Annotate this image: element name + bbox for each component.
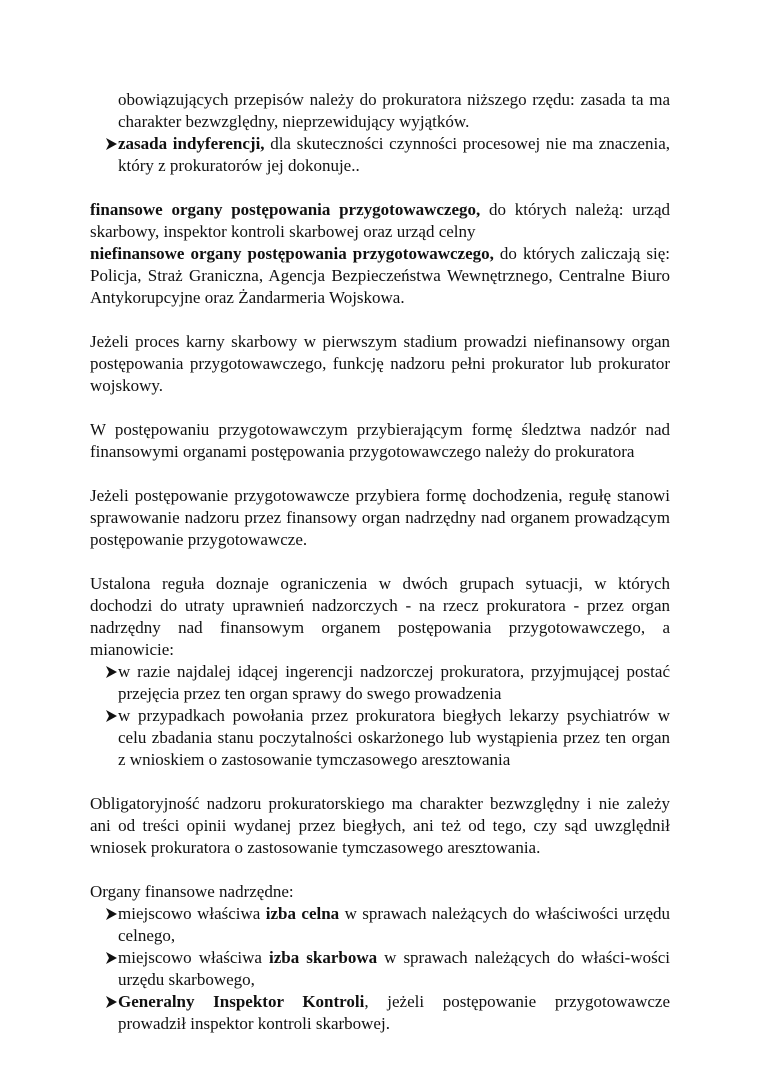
list-item [90, 705, 670, 771]
paragraph-obligatory-supervision: Obligatoryjność nadzoru prokuratorskiego ma charakter bezwzględny i nie zależy ani od treści opinii wydanej przez biegłych, ani też od tego, czy sąd uwzględnił wniosek prokuratora o zastosowanie tymczasowego aresztowania. [90, 794, 670, 857]
list-item-bold: izba celna [265, 904, 340, 923]
arrow-bullet-icon [106, 661, 120, 678]
arrow-bullet-icon [106, 903, 120, 920]
list-item [90, 903, 670, 947]
list-item-bold: izba skarbowa [268, 948, 378, 967]
list-item-text: w przypadkach powołania przez prokuratora biegłych lekarzy psychiatrów w celu zbadania stanu poczytalności oskarżonego lub wystąpienia przez ten organ z wnioskiem o zastosowanie tymczasowego aresztowania [118, 706, 670, 769]
list-item-post: w sprawach należących do właściwości urzędu celnego, [118, 904, 670, 945]
limitation-list [90, 661, 670, 771]
paragraph-limitation: Ustalona reguła doznaje ograniczenia w dwóch grupach sytuacji, w których dochodzi do utraty uprawnień nadzorczych - na rzecz prokuratora - przez organ nadrzędny nad finansowym organem postępowania przygotowawczego, a mianowicie: [90, 574, 670, 659]
arrow-bullet-icon [106, 133, 120, 150]
list-item-bold: Generalny Inspektor Kontroli [118, 992, 365, 1011]
list-item [90, 991, 670, 1035]
superior-organs-list [90, 903, 670, 1035]
paragraph-investigation: W postępowaniu przygotowawczym przybierającym formę śledztwa nadzór nad finansowymi organami postępowania przygotowawczego należy do prokuratora [90, 420, 670, 461]
list-item-post: , jeżeli postępowanie przygotowawcze prowadził inspektor kontroli skarbowej. [118, 992, 670, 1033]
list-item-pre: miejscowo właściwa [118, 904, 266, 923]
arrow-bullet-icon [106, 991, 120, 1008]
indifference-text: dla skuteczności czynności procesowej nie ma znaczenia, który z prokuratorów jej dokonuje.. [118, 134, 670, 175]
list-item-text: w razie najdalej idącej ingerencji nadzorczej prokuratora, przyjmującej postać przejęcia przez ten organ sprawy do swego prowadzenia [118, 662, 670, 703]
indifference-term: zasada indyferencji, [118, 134, 265, 153]
list-item-post: w sprawach należących do właści-wości urzędu skarbowego, [118, 948, 670, 989]
paragraph-supervision-nonfinancial: Jeżeli proces karny skarbowy w pierwszym stadium prowadzi niefinansowy organ postępowania przygotowawczego, funkcję nadzoru pełni prokurator lub prokurator wojskowy. [90, 332, 670, 395]
arrow-bullet-icon [106, 947, 120, 964]
nonfinancial-organs-term: niefinansowe organy postępowania przygotowawczego, [90, 244, 494, 263]
top-continuation-text: obowiązujących przepisów należy do prokuratora niższego rzędu: zasada ta ma charakter bezwzględny, nieprzewidujący wyjątków. [118, 90, 670, 131]
list-item-pre: miejscowo właściwa [118, 948, 269, 967]
financial-organs-text: do których należą: urząd skarbowy, inspektor kontroli skarbowej oraz urząd celny [90, 200, 670, 241]
superior-organs-heading: Organy finansowe nadrzędne: [90, 882, 294, 901]
financial-organs-term: finansowe organy postępowania przygotowawczego, [90, 200, 481, 219]
list-item [90, 661, 670, 705]
indifference-bullet [90, 133, 670, 177]
financial-organs-paragraph [90, 199, 670, 243]
arrow-bullet-icon [106, 705, 120, 722]
list-item [90, 947, 670, 991]
paragraph-inquiry: Jeżeli postępowanie przygotowawcze przybiera formę dochodzenia, regułę stanowi sprawowanie nadzoru przez finansowy organ nadrzędny nad organem prowadzącym postępowanie przygotowawcze. [90, 486, 670, 549]
nonfinancial-organs-text: do których zaliczają się: Policja, Straż Graniczna, Agencja Bezpieczeństwa Wewnętrznego, Centralne Biuro Antykorupcyjne oraz Żandarmeria Wojskowa. [90, 244, 670, 307]
nonfinancial-organs-paragraph [90, 243, 670, 309]
document-page [90, 89, 670, 1035]
